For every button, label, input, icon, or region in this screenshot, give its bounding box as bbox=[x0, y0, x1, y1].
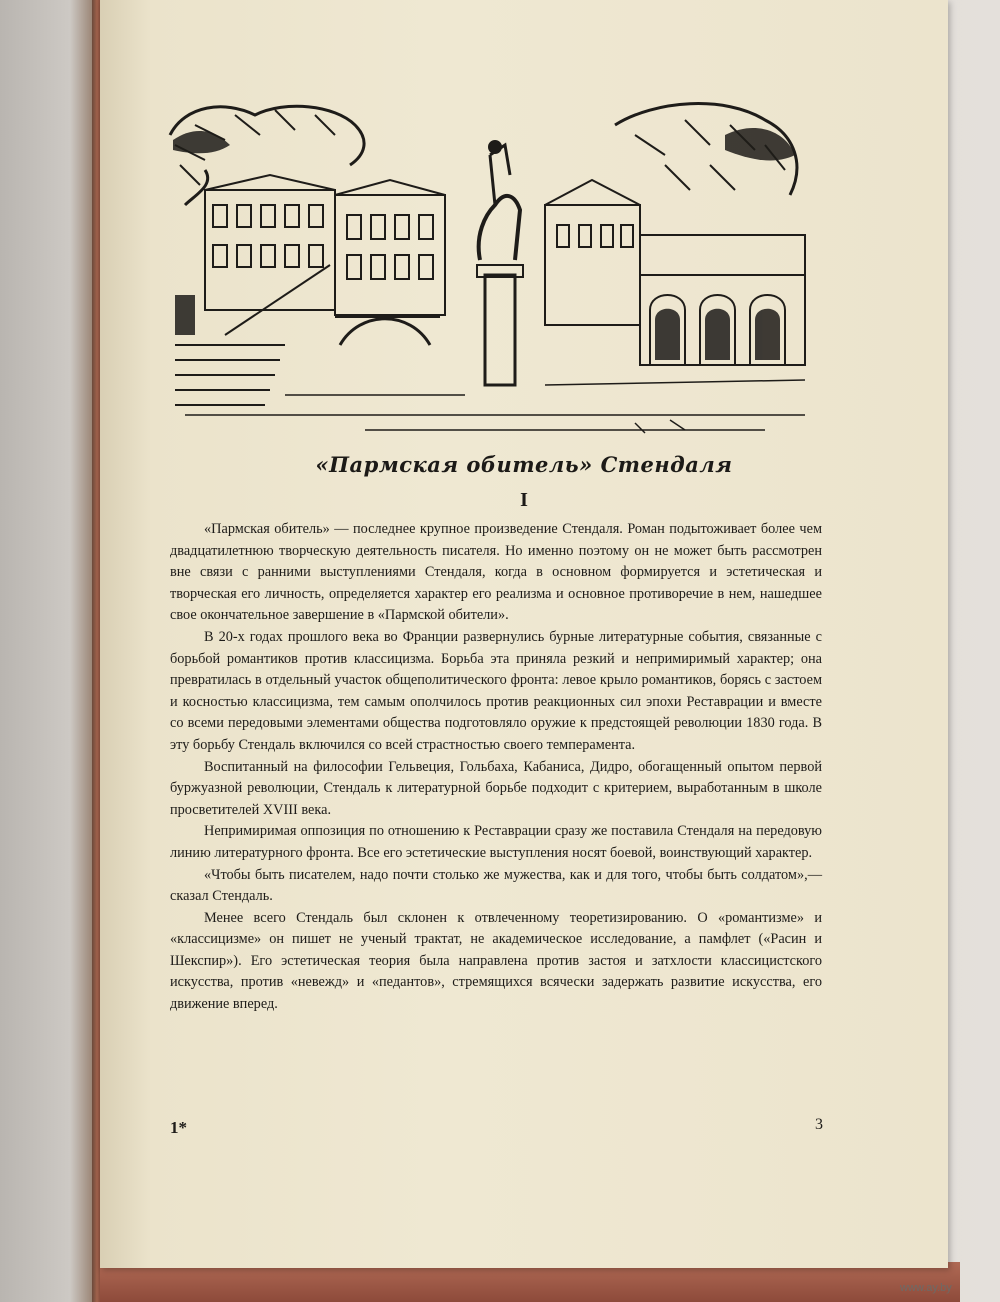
signature-mark: 1* bbox=[170, 1118, 187, 1137]
watermark: www.ay.by bbox=[900, 1282, 952, 1294]
paragraph: В 20-х годах прошлого века во Франции развернулись бурные литературные события, связанные с борьбой романтиков против классицизма. Борьба эта приняла резкий и непримиримый характер; она превратилась в отдельный участок общеполитического фронта: левое крыло романтиков, борясь с застоем и косностью классицизма, тем самым ополчилось против реакционных сил эпохи Реставрации и вместе со всеми передовыми элементами общества подготовляло оружие к предстоящей революции 1830 года. В эту борьбу Стендаль включился со всей страстностью своего темперамента. bbox=[170, 628, 822, 753]
paragraph: Воспитанный на философии Гельвеция, Гольбаха, Кабаниса, Дидро, обогащенный опытом первой буржуазной революции, Стендаль к литературной борьбе подходит с критерием, выработанным в школе просветителей XVIII века. bbox=[170, 758, 822, 818]
paragraph: Непримиримая оппозиция по отношению к Реставрации сразу же поставила Стендаля на передовую линию литературного фронта. Все его эстетические выступления носят боевой, воинствующий характер. bbox=[170, 823, 822, 861]
paragraph: Менее всего Стендаль был склонен к отвлеченному теоретизированию. О «романтизме» и «классицизме» он пишет не ученый трактат, не академическое исследование, а памфлет («Расин и Шекспир»). Его эстетическая теория была направлена против застоя и затхлости классицистского искусства, против «невежд» и «педантов», стремящихся всячески задержать развитие искусства, его движение вперед. bbox=[170, 909, 822, 1013]
paragraph: «Пармская обитель» — последнее крупное произведение Стендаля. Роман подытоживает более чем двадцатилетнюю творческую деятельность писателя. Но именно поэтому он не может быть рассмотрен вне связи с ранними выступлениями Стендаля, когда в основном формируется и эстетическая и творческая его личность, определяется характер его реализма и основное противоречие в нем, нашедшее свое окончательное завершение в «Пармской обители». bbox=[170, 521, 822, 624]
chapter-title: «Пармская обитель» Стендаля bbox=[315, 452, 733, 477]
table-surface bbox=[0, 0, 100, 1302]
book-cover-bottom bbox=[100, 1262, 960, 1302]
body-text bbox=[170, 519, 822, 1016]
page-number: 3 bbox=[815, 1116, 823, 1133]
section-number: I bbox=[520, 489, 528, 511]
paragraph: «Чтобы быть писателем, надо почти столько же мужества, как и для того, чтобы быть солдатом»,— сказал Стендаль. bbox=[170, 866, 822, 905]
palace-square-illustration bbox=[165, 95, 810, 440]
